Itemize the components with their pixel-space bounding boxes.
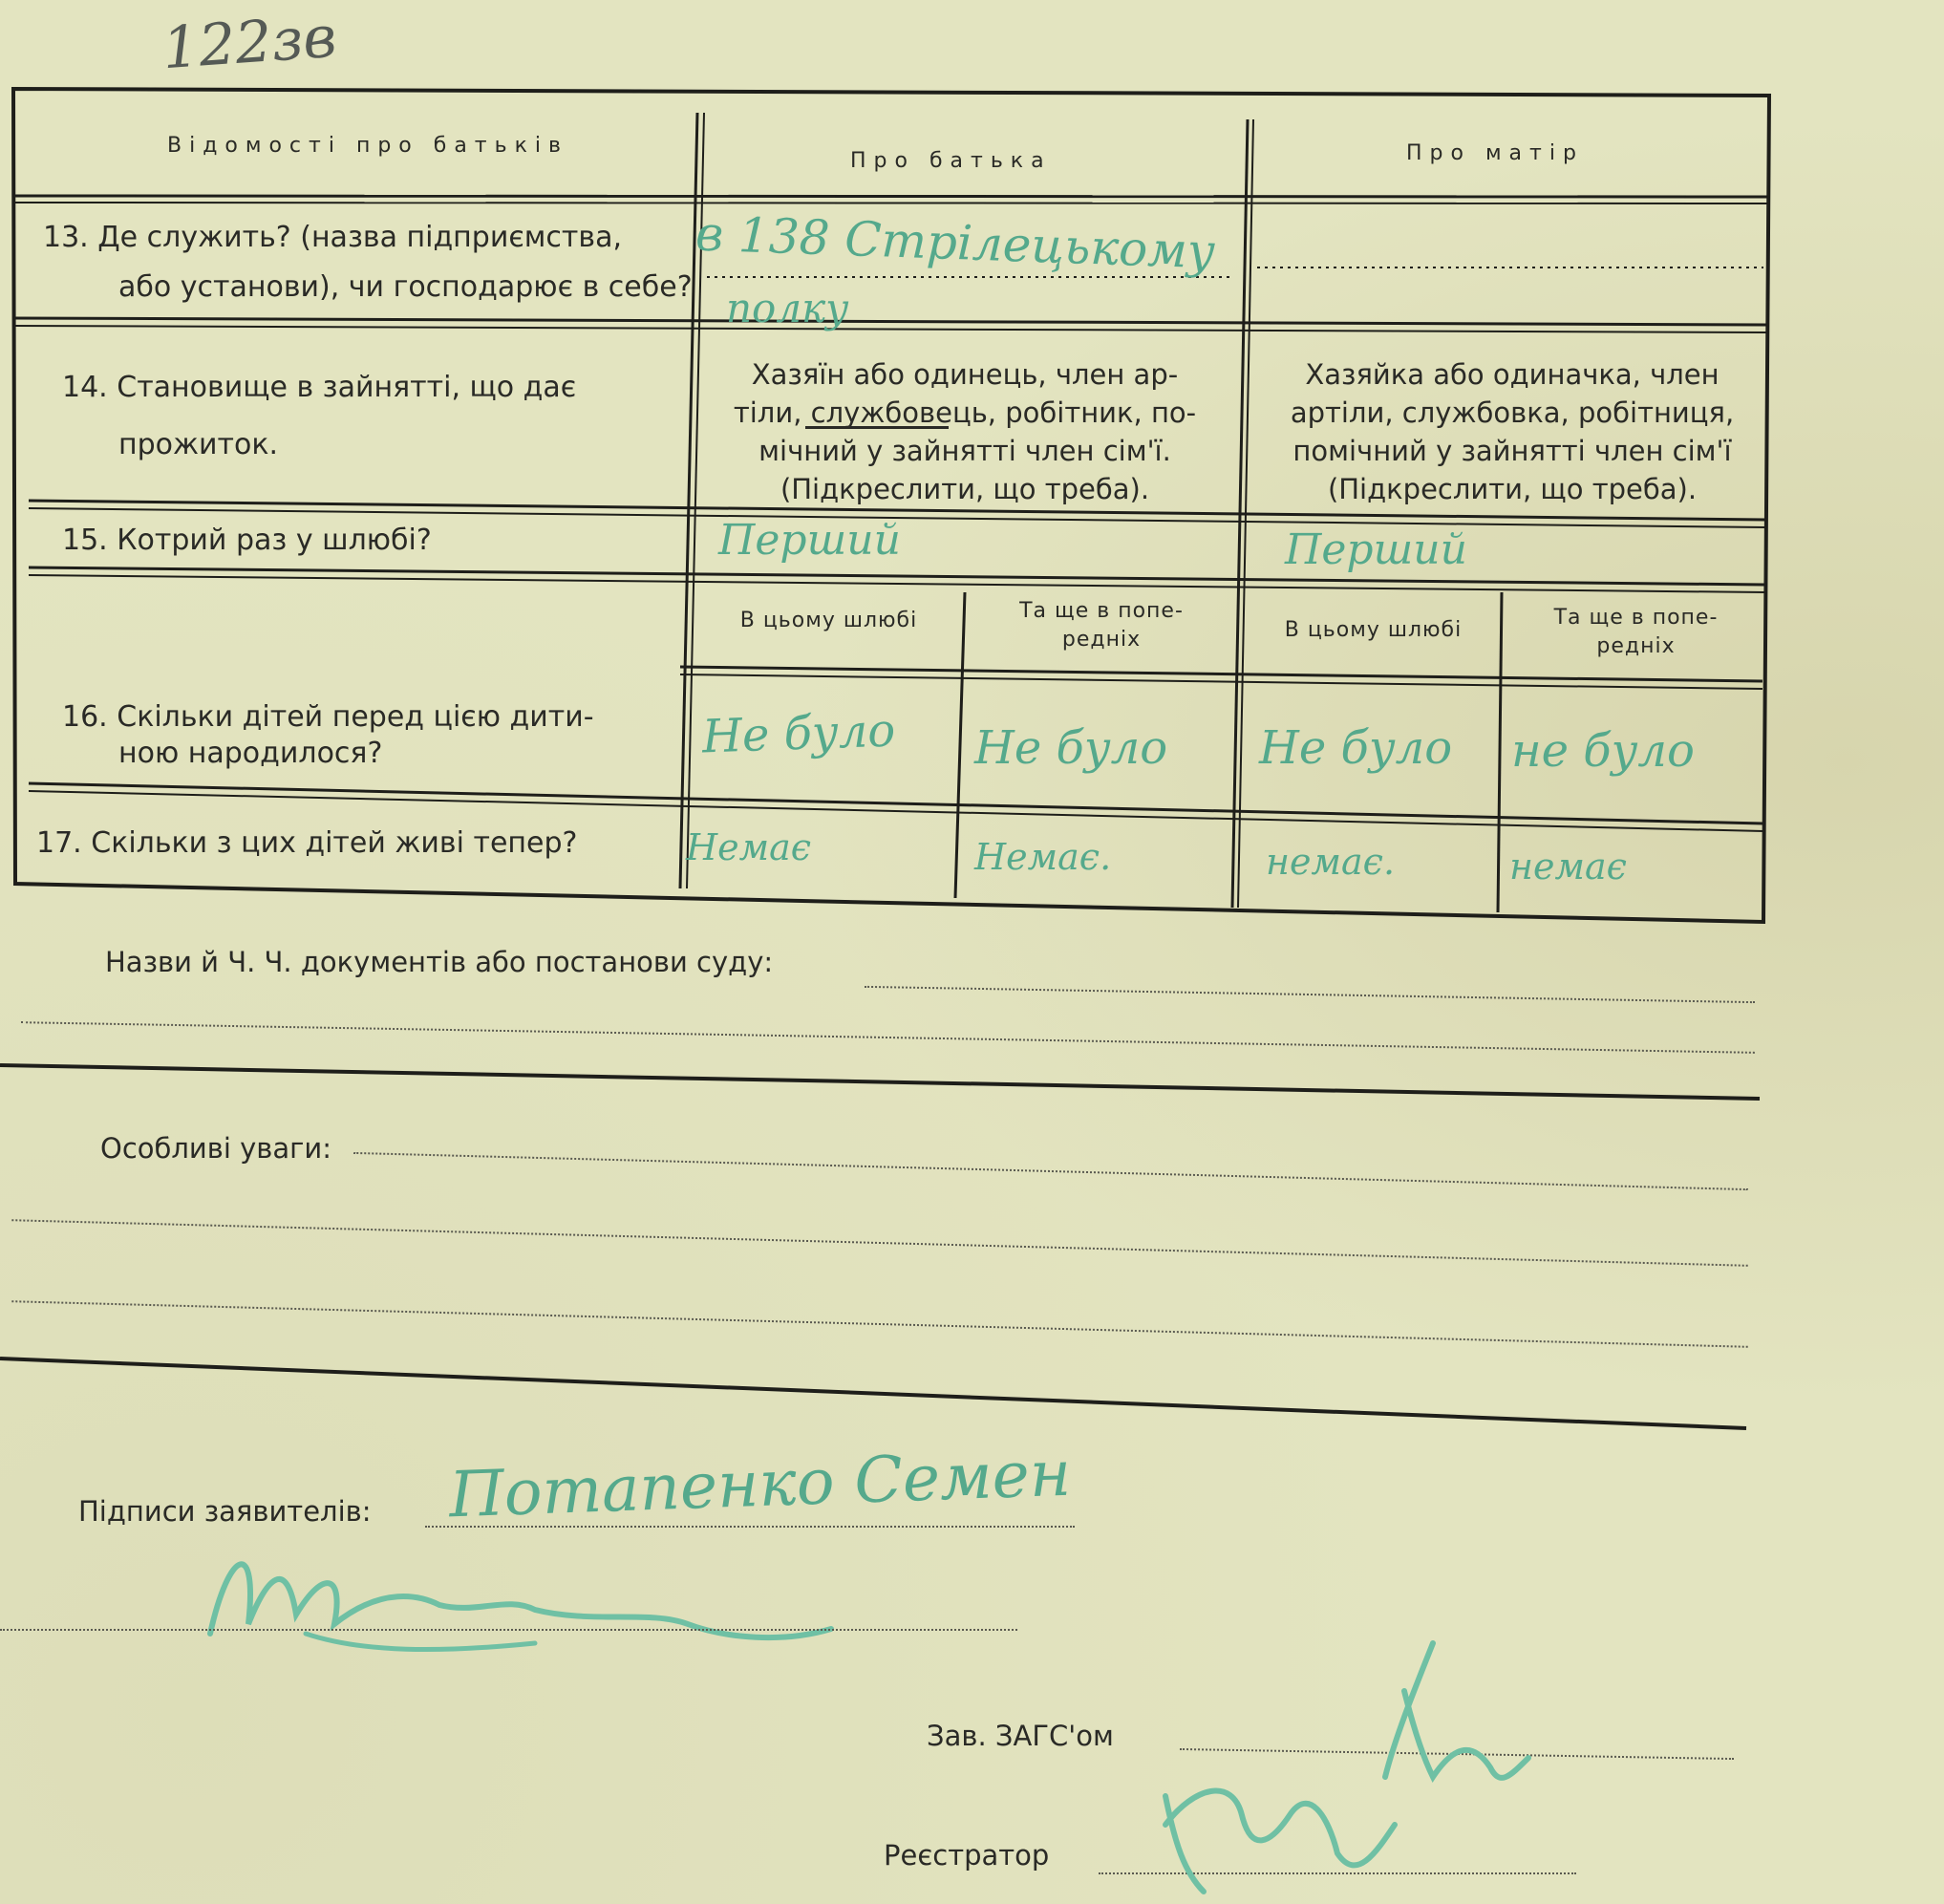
header-mother: Про матір <box>1406 141 1584 165</box>
subheader-father-previous-line2: редніх <box>1061 628 1142 652</box>
subheader-mother-previous <box>1509 604 1762 661</box>
documents-label: Назви й Ч. Ч. документів або постанови суду: <box>105 946 774 978</box>
mother-option-line3: помічний у зайнятті член сім'ї <box>1292 435 1732 467</box>
question-14-line2: прожиток. <box>118 428 279 461</box>
subheader-mother-previous-line2: редніх <box>1596 634 1676 658</box>
father-marriage-count: Перший <box>718 516 901 565</box>
mother-employment-options <box>1259 355 1765 508</box>
father-workplace-line1: в 138 Стрілецькому <box>694 205 1216 280</box>
mother-marriage-count: Перший <box>1285 525 1467 574</box>
signature-line-2[interactable] <box>0 1629 1017 1631</box>
mother-option-line1: Хазяйка або одиначка, член <box>1305 358 1720 391</box>
mother-option-line4: (Підкреслити, що треба). <box>1327 473 1698 505</box>
signatures-label: Підписи заявителів: <box>78 1495 372 1528</box>
archive-number: 122зв <box>160 3 339 83</box>
subheader-mother-this-marriage: В цьому шлюбі <box>1284 618 1463 642</box>
living-father-previous: Немає. <box>974 836 1112 878</box>
applicant-handwritten-signature <box>191 1519 860 1672</box>
subheader-father-previous-line1: Та ще в попе- <box>1019 599 1184 623</box>
underline-mark <box>805 426 949 429</box>
father-employment-options <box>707 355 1223 508</box>
question-16-line2: ною народилося? <box>118 737 383 770</box>
living-mother-this-marriage: немає. <box>1266 841 1396 883</box>
question-13-line2: або установи), чи господарює в себе? <box>118 270 693 304</box>
question-15: 15. Котрий раз у шлюбі? <box>62 524 432 557</box>
father-option-line1: Хазяїн або одинець, член ар- <box>751 358 1179 391</box>
official-handwritten-signatures <box>1127 1634 1548 1904</box>
header-father: Про батька <box>850 149 1052 173</box>
question-16-line1: 16. Скільки дітей перед цією дити- <box>62 700 594 734</box>
children-father-this-marriage: Не було <box>701 703 897 764</box>
registrar-label: Реєстратор <box>884 1839 1050 1872</box>
subheader-father-this-marriage: В цьому шлюбі <box>739 609 918 632</box>
children-mother-this-marriage: Не було <box>1259 721 1453 775</box>
question-17: 17. Скільки з цих дітей живі тепер? <box>36 826 578 860</box>
living-father-this-marriage: Немає <box>686 826 812 868</box>
father-workplace-line2: полку <box>726 285 849 332</box>
father-option-line2: тіли, службовець, робітник, по- <box>733 396 1197 429</box>
subheader-mother-previous-line1: Та ще в попе- <box>1553 606 1719 630</box>
question-13-line1: 13. Де служить? (назва підприємства, <box>43 221 623 254</box>
living-mother-previous: немає <box>1509 845 1627 888</box>
mother-option-line2: артіли, службовка, робітниця, <box>1290 396 1735 429</box>
subheader-father-previous <box>972 597 1230 654</box>
question-14-line1: 14. Становище в зайнятті, що дає <box>62 371 577 404</box>
father-option-line4: (Підкреслити, що треба). <box>780 473 1150 505</box>
remarks-label: Особливі уваги: <box>100 1132 332 1165</box>
head-of-registry-label: Зав. ЗАГС'ом <box>927 1720 1114 1752</box>
header-parents: Відомості про батьків <box>167 134 568 158</box>
children-mother-previous: не було <box>1511 724 1695 778</box>
applicant-signature-name: Потапенко Семен <box>447 1436 1073 1532</box>
father-option-line3: мічний у зайнятті член сім'ї. <box>758 435 1171 467</box>
children-father-previous: Не було <box>974 721 1168 775</box>
